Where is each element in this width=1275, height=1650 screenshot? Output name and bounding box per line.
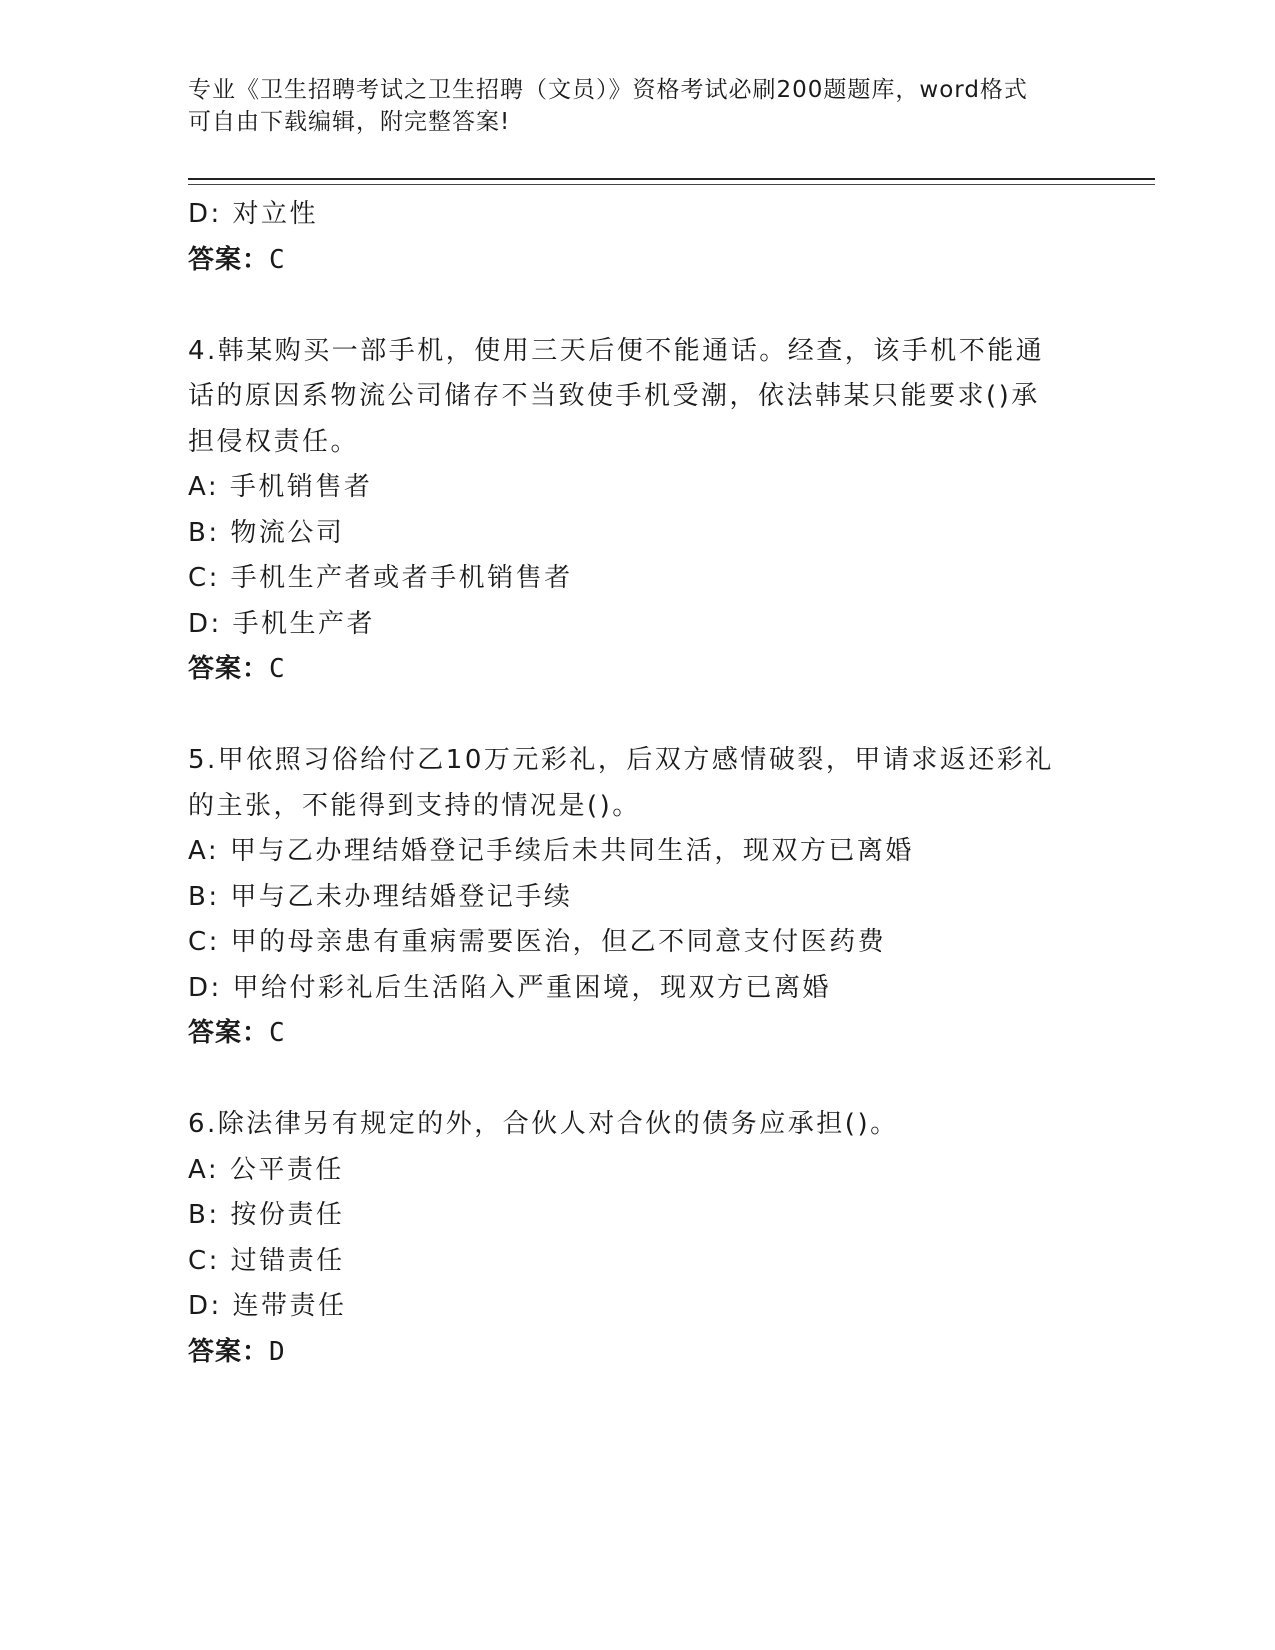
- option-d: D: 连带责任: [188, 1291, 347, 1321]
- header-divider-thick: [188, 178, 1155, 180]
- question-stem-line: 担侵权责任。: [188, 426, 360, 457]
- question-list: [188, 192, 1088, 1375]
- answer-line: [188, 238, 1088, 284]
- header-divider-thin: [188, 184, 1155, 185]
- spacer: [188, 1057, 1088, 1103]
- question-stem-line: 6.除法律另有规定的外，合伙人对合伙的债务应承担()。: [188, 1109, 899, 1139]
- question-stem-line: 话的原因系物流公司储存不当致使手机受潮，依法韩某只能要求()承: [188, 381, 1040, 411]
- question-stem-line: 4.韩某购买一部手机，使用三天后便不能通话。经查，该手机不能通: [188, 335, 1045, 366]
- answer-line: [188, 647, 1088, 693]
- question-stem-line: 的主张，不能得到支持的情况是()。: [188, 790, 641, 821]
- option-b: B: 按份责任: [188, 1200, 345, 1230]
- header-title-line-2: 可自由下载编辑，附完整答案!: [188, 109, 511, 135]
- answer-value: C: [269, 1018, 286, 1048]
- answer-value: D: [269, 1336, 286, 1367]
- option-c: C: 甲的母亲患有重病需要医治，但乙不同意支付医药费: [188, 927, 887, 957]
- header-title-line-1: 专业《卫生招聘考试之卫生招聘（文员）》资格考试必刷200题题库，word格式: [188, 77, 1028, 103]
- answer-line: [188, 1011, 1088, 1057]
- spacer: [188, 283, 1088, 329]
- answer-value: C: [269, 654, 286, 684]
- option-d: D: 对立性: [188, 199, 319, 229]
- option-a: A: 甲与乙办理结婚登记手续后未共同生活，现双方已离婚: [188, 836, 914, 866]
- option-c: C: 过错责任: [188, 1245, 345, 1276]
- question-6: [188, 1102, 1088, 1375]
- option-d: D: 手机生产者: [188, 608, 376, 639]
- answer-label: 答案：: [188, 1018, 270, 1048]
- document-header: [188, 74, 1088, 138]
- option-c: C: 手机生产者或者手机销售者: [188, 563, 573, 593]
- answer-label: 答案：: [188, 1336, 270, 1367]
- question-stem-line: 5.甲依照习俗给付乙10万元彩礼，后双方感情破裂，甲请求返还彩礼: [188, 745, 1054, 775]
- option-b: B: 物流公司: [188, 517, 345, 548]
- answer-label: 答案：: [188, 654, 270, 684]
- question-3-tail: [188, 192, 1088, 283]
- option-a: A: 手机销售者: [188, 472, 373, 502]
- option-d: D: 甲给付彩礼后生活陷入严重困境，现双方已离婚: [188, 972, 832, 1003]
- answer-label: 答案：: [188, 244, 270, 275]
- question-5: [188, 738, 1088, 1057]
- spacer: [188, 693, 1088, 739]
- answer-value: C: [269, 244, 286, 275]
- option-b: B: 甲与乙未办理结婚登记手续: [188, 881, 573, 912]
- option-a: A: 公平责任: [188, 1154, 344, 1185]
- answer-line: [188, 1330, 1088, 1376]
- question-4: [188, 329, 1088, 693]
